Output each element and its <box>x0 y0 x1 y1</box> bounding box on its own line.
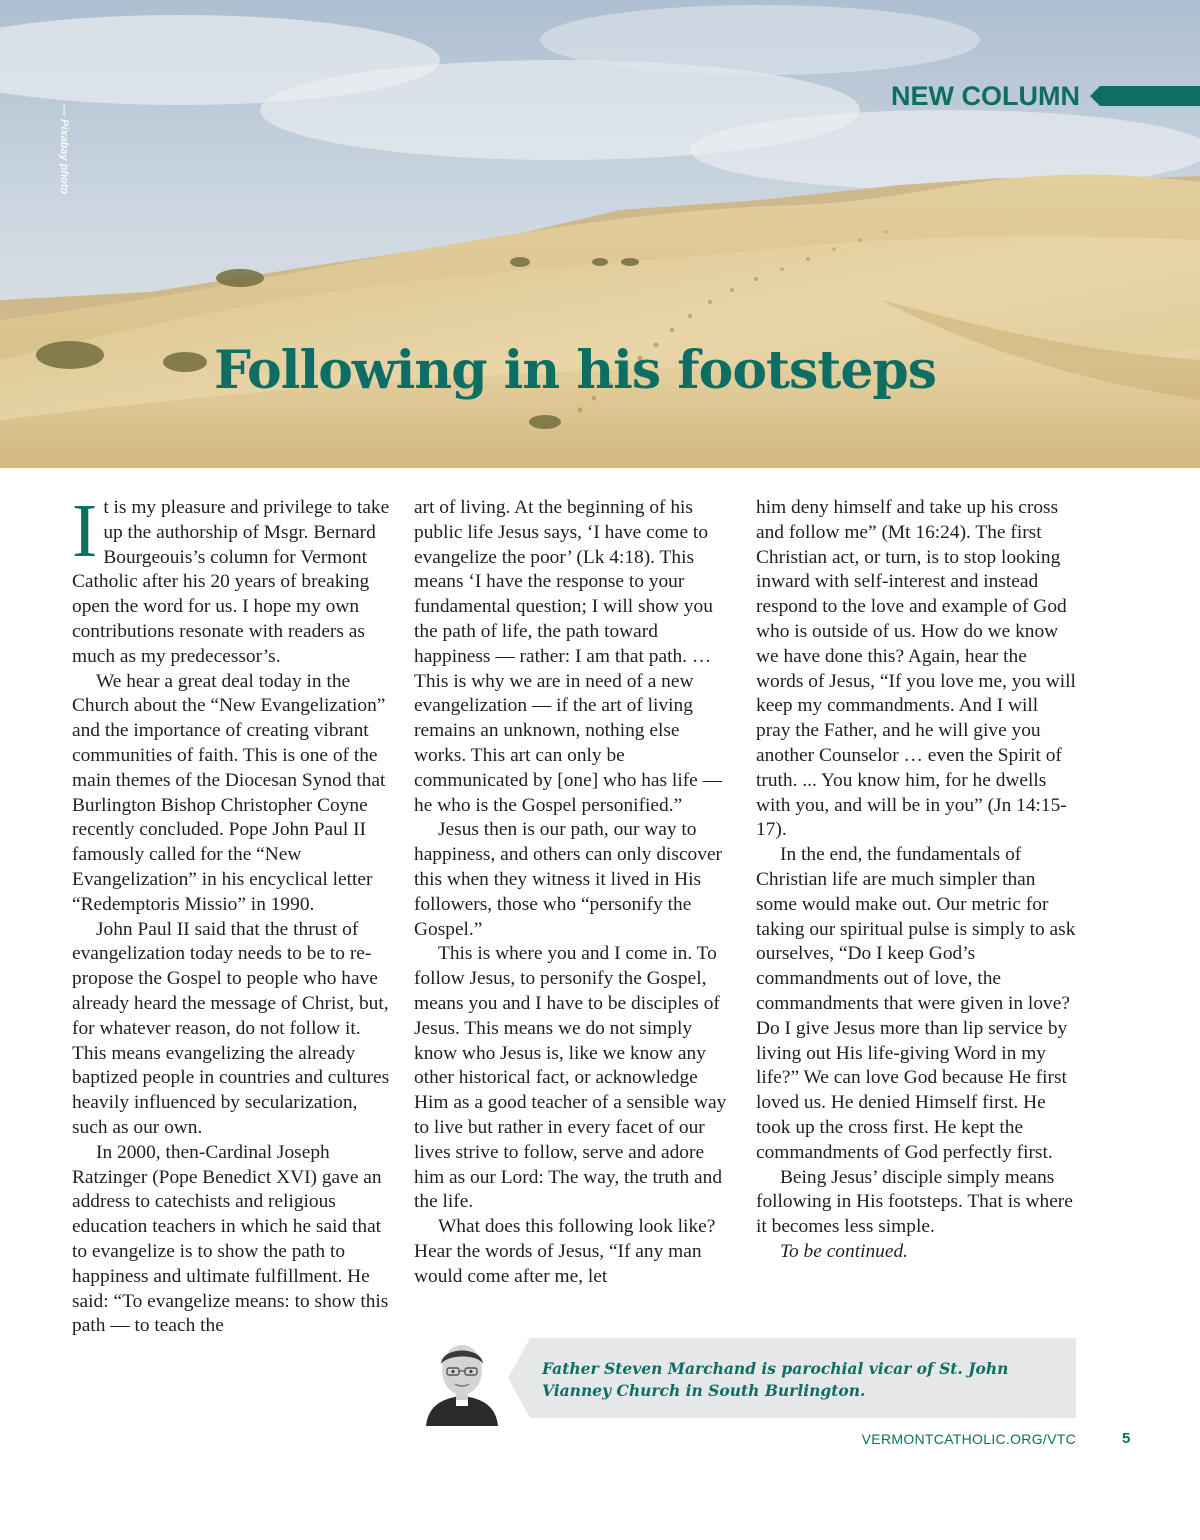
article-paragraph: What does this following look like? Hear the words of Jesus, “If any man would come after me, let <box>414 1216 716 1287</box>
article-paragraph: John Paul II said that the thrust of evangelization today needs to be to re-propose the Gospel to people who have already heard the message of Christ, but, for whatever reason, do not follow it. This means evangelizing the already baptized people in countries and cultures heavily influenced by secularization, such as our own. <box>72 918 390 1138</box>
headline: Following in his footsteps <box>213 340 937 401</box>
article-paragraph: Being Jesus’ disciple simply means following in His footsteps. That is where it becomes less simple. <box>756 1166 1073 1238</box>
article-paragraph: In the end, the fundamentals of Christian life are much simpler than some would make out. Our metric for taking our spiritual pulse is simply to ask ourselves, “Do I keep God’s commandments out of love, the commandments that were given in love? Do I give Jesus more than lip service by living out His life-giving Word in my life?” We can love God because He first loved us. He denied Himself first. He took up the cross first. He kept the commandments of God perfectly first. <box>756 844 1076 1163</box>
article-paragraph: In 2000, then-Cardinal Joseph Ratzinger (Pope Benedict XVI) gave an address to catechists and religious education teachers in which he said that to evangelize is to show the path to happiness and ultimate fulfillment. He said: “To evangelize means: to show this path — to teach the <box>72 1141 389 1337</box>
article-paragraph: Jesus then is our path, our way to happiness, and others can only discover this when they witness it lived in His followers, those who “personify the Gospel.” <box>414 819 723 940</box>
article-column-2 <box>414 496 734 1290</box>
page-number: 5 <box>1122 1430 1131 1447</box>
article-paragraph: This is where you and I come in. To follow Jesus, to personify the Gospel, means you and I have to be disciples of Jesus. This means we do not simply know who Jesus is, like we know any other historical fact, or acknowledge Him as a good teacher of a sensible way to live but rather in every facet of our lives strive to follow, serve and adore him as our Lord: The way, the truth and the life. <box>414 943 727 1213</box>
article-paragraph <box>72 489 392 670</box>
section-label: NEW COLUMN <box>891 80 1080 111</box>
drop-cap: I <box>72 489 98 573</box>
article-paragraph: We hear a great deal today in the Church about the “New Evangelization” and the importance of creating vibrant communities of faith. This is one of the main themes of the Diocesan Synod that Burlington Bishop Christopher Coyne recently concluded. Pope John Paul II famously called for the “New Evangelization” in his encyclical letter “Redemptoris Missio” in 1990. <box>72 670 386 915</box>
paragraph-text: t is my pleasure and privilege to take up the authorship of Msgr. Bernard Bourgeouis’s column for Vermont Catholic after his 20 years of breaking open the word for us. I hope my own contributions resonate with readers as much as my predecessor’s. <box>72 497 390 667</box>
author-bio: Father Steven Marchand is parochial vicar of St. John Vianney Church in South Burlington. <box>542 1359 1009 1400</box>
author-headshot <box>422 1336 502 1426</box>
article-column-3 <box>756 496 1076 1265</box>
photo-credit: — Pixabay photo <box>58 105 70 195</box>
to-be-continued: To be continued. <box>780 1240 909 1262</box>
hero-photo <box>0 0 1200 468</box>
article-paragraph: art of living. At the beginning of his public life Jesus says, ‘I have come to evangelize the poor’ (Lk 4:18). This means ‘I have the response to your fundamental question; I will show you the path of life, the path toward happiness — rather: I am that path. … This is why we are in need of a new evangelization — if the art of living remains an unknown, nothing else works. This art can only be communicated by [one] who has life — he who is the Gospel personified.” <box>414 497 723 816</box>
section-tag <box>891 80 1200 112</box>
article-column-1 <box>72 489 392 1339</box>
section-arrow-icon <box>1090 86 1200 106</box>
article-paragraph: him deny himself and take up his cross and follow me” (Mt 16:24). The first Christian act, or turn, is to stop looking inward with self-interest and instead respond to the love and example of God who is outside of us. How do we know we have done this? Again, hear the words of Jesus, “If you love me, you will keep my commandments. And I will pray the Father, and he will give you another Counselor … even the Spirit of truth. ... You know him, for he dwells with you, and will be in you” (Jn 14:15-17). <box>756 497 1076 841</box>
footer-url[interactable]: VERMONTCATHOLIC.ORG/VTC <box>861 1431 1076 1447</box>
